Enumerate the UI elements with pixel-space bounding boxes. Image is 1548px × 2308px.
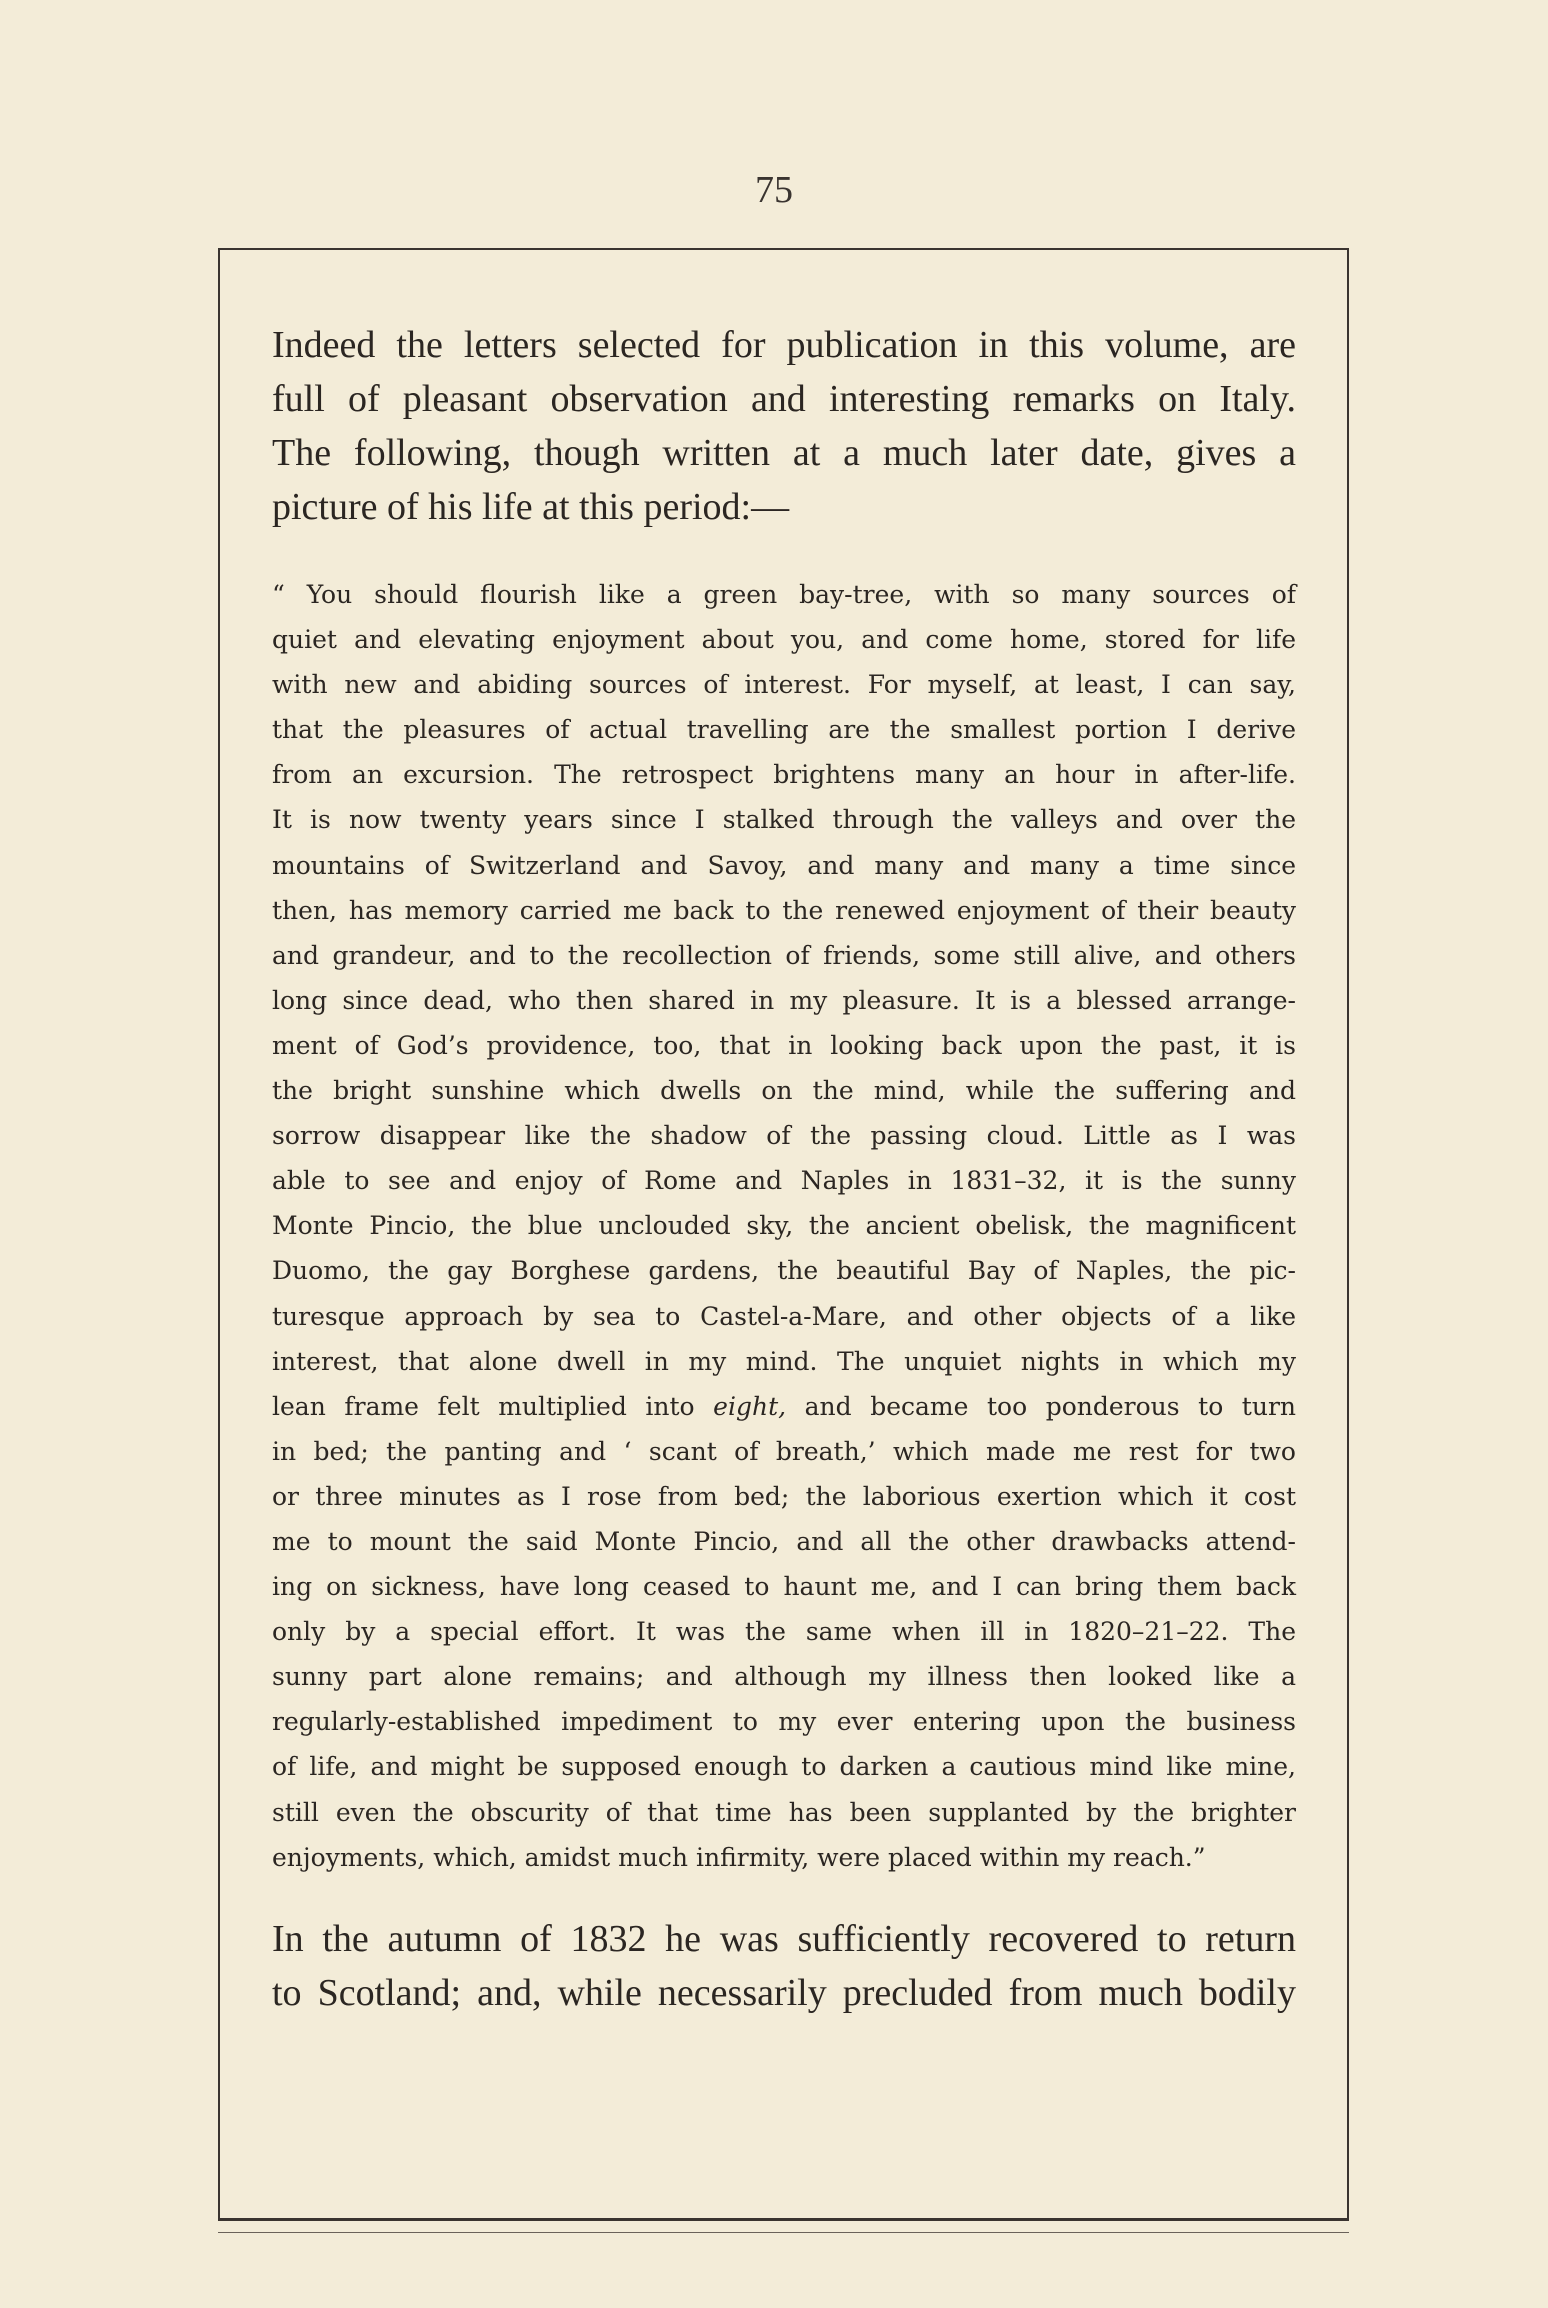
quote-line: mountains of Switzerland and Savoy, and many and many a time since (272, 850, 1296, 880)
quote-line: me to mount the said Monte Pincio, and all the other drawbacks attend- (272, 1526, 1296, 1556)
quote-line: sorrow disappear like the shadow of the passing cloud. Little as I was (272, 1121, 1296, 1151)
quote-line: regularly-established impediment to my ever entering upon the business (272, 1707, 1296, 1737)
quote-line: sunny part alone remains; and although my illness then looked like a (272, 1662, 1296, 1692)
quote-line: long since dead, who then shared in my pleasure. It is a blessed arrange- (272, 985, 1296, 1015)
quote-line: with new and abiding sources of interest. For myself, at least, I can say, (272, 670, 1296, 700)
quote-line: that the pleasures of actual travelling are the smallest portion I derive (272, 715, 1296, 745)
quote-line: or three minutes as I rose from bed; the laborious exertion which it cost (272, 1481, 1296, 1511)
quote-line: still even the obscurity of that time has been supplanted by the brighter (272, 1797, 1296, 1827)
intro-paragraph (272, 318, 1296, 534)
quote-line: and grandeur, and to the recollection of friends, some still alive, and others (272, 940, 1296, 970)
letter-quotation (272, 572, 1296, 1880)
frame-rule (218, 2232, 1349, 2233)
quote-line: from an excursion. The retrospect brightens many an hour in after-life. (272, 760, 1296, 790)
italic-word: eight, (713, 1391, 787, 1421)
intro-line: Indeed the letters selected for publication in this volume, are (272, 324, 1296, 366)
quote-line: of life, and might be supposed enough to darken a cautious mind like mine, (272, 1752, 1296, 1782)
quote-line: turesque approach by sea to Castel-a-Mare, and other objects of a like (272, 1301, 1296, 1331)
quote-line: quiet and elevating enjoyment about you, and come home, stored for life (272, 625, 1296, 655)
closing-line: to Scotland; and, while necessarily precluded from much bodily (272, 1971, 1296, 2014)
quote-line: then, has memory carried me back to the renewed enjoyment of their beauty (272, 895, 1296, 925)
quote-line-head: lean frame felt multiplied into (272, 1391, 714, 1421)
quote-line: Monte Pincio, the blue unclouded sky, the ancient obelisk, the magnificent (272, 1211, 1296, 1241)
page-content (272, 318, 1296, 2020)
closing-line: In the autumn of 1832 he was sufficiently recovered to return (272, 1917, 1296, 1960)
quote-line: It is now twenty years since I stalked through the valleys and over the (272, 805, 1296, 835)
quote-line: enjoyments, which, amidst much infirmity, were placed within my reach.” (272, 1842, 1206, 1872)
quote-line: ment of God’s providence, too, that in looking back upon the past, it is (272, 1030, 1296, 1060)
quote-line: able to see and enjoy of Rome and Naples in 1831–32, it is the sunny (272, 1166, 1296, 1196)
quote-line: in bed; the panting and ‘ scant of breath,’ which made me rest for two (272, 1436, 1296, 1466)
quote-line-with-italic (272, 1384, 1296, 1429)
intro-line: The following, though written at a much later date, gives a (272, 432, 1296, 474)
quote-line: Duomo, the gay Borghese gardens, the beautiful Bay of Naples, the pic- (272, 1256, 1296, 1286)
quote-line: “ You should flourish like a green bay-tree, with so many sources of (272, 580, 1296, 609)
page-number: 75 (755, 169, 793, 211)
quote-line: the bright sunshine which dwells on the mind, while the suffering and (272, 1076, 1296, 1106)
quote-line: only by a special effort. It was the same when ill in 1820–21–22. The (272, 1617, 1296, 1647)
intro-line: full of pleasant observation and interesting remarks on Italy. (272, 378, 1296, 420)
quote-line: ing on sickness, have long ceased to haunt me, and I can bring them back (272, 1572, 1296, 1602)
closing-paragraph (272, 1912, 1296, 2020)
quote-line: interest, that alone dwell in my mind. The unquiet nights in which my (272, 1346, 1296, 1376)
intro-line: picture of his life at this period:— (272, 486, 790, 528)
quote-line-tail: and became too ponderous to turn (786, 1391, 1297, 1421)
